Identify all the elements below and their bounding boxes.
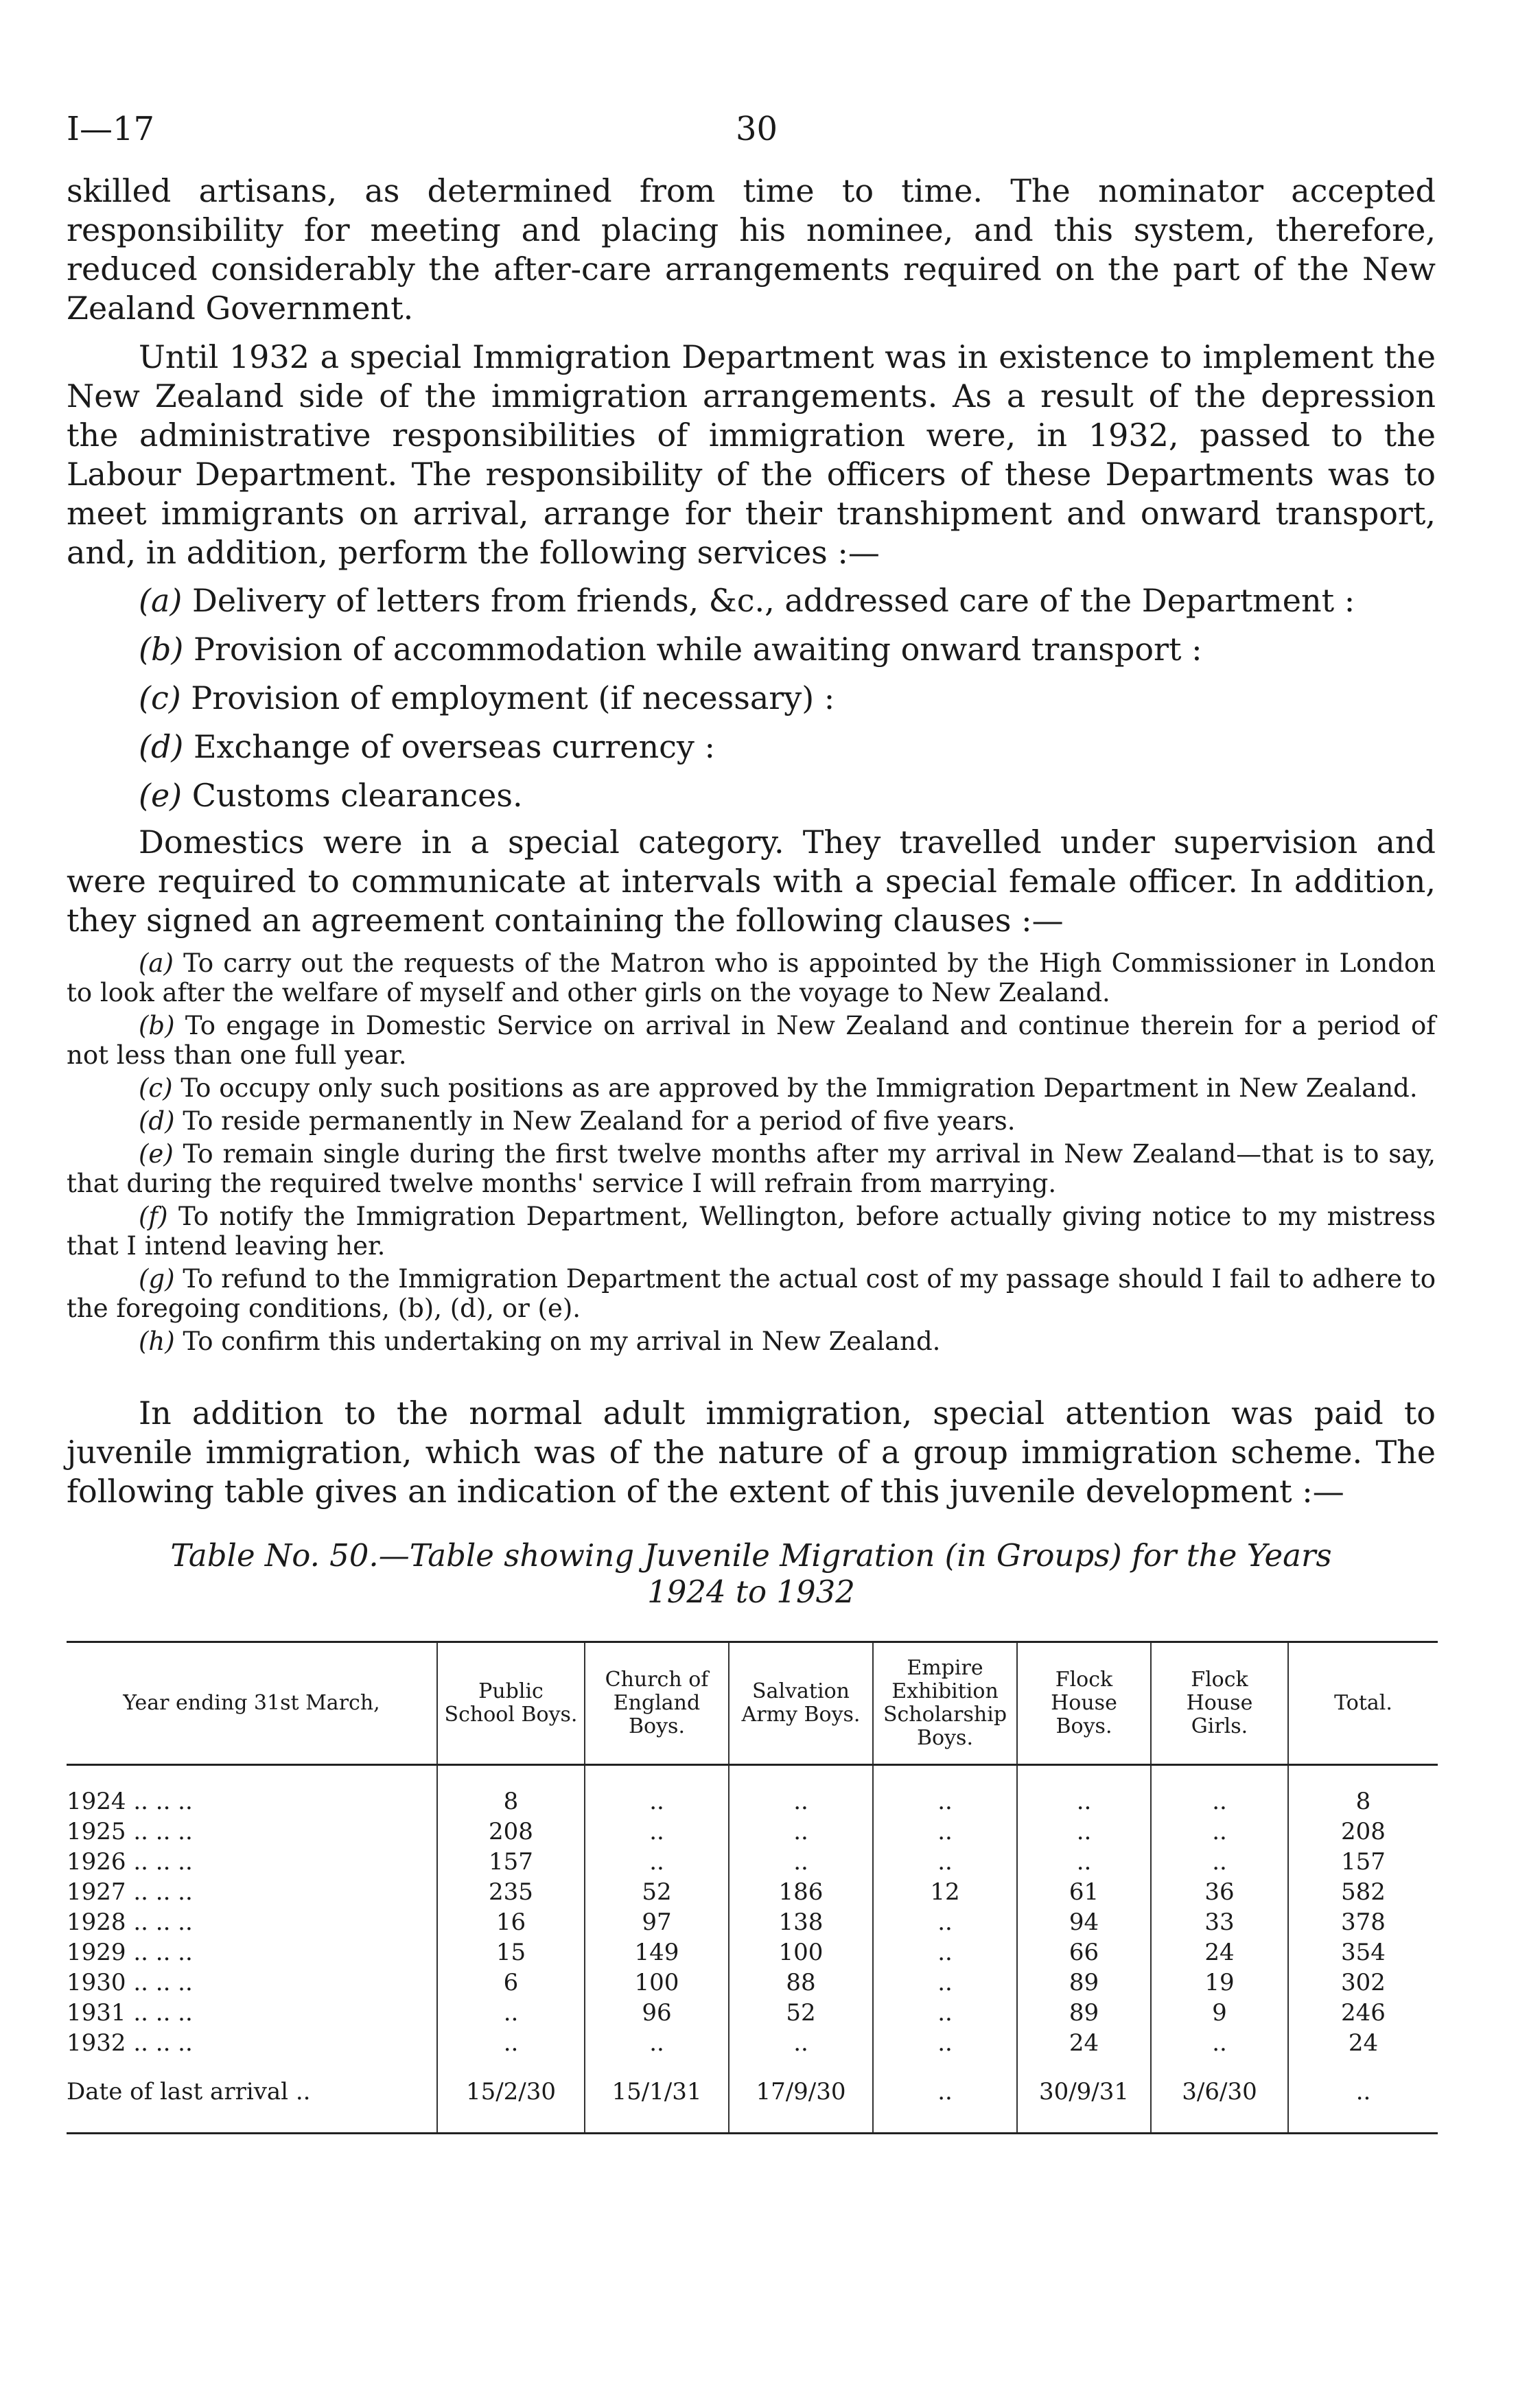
table-cell: 94 [1017,1907,1151,1937]
table-cell: .. [1288,2058,1438,2134]
table-cell: .. [873,1786,1017,1817]
table-cell: 582 [1288,1877,1438,1907]
row-label: 1929 .. .. .. [67,1939,193,1966]
table-cell: 52 [729,1998,873,2028]
clause-item: (h) To confirm this undertaking on my arrival in New Zealand. [139,1327,941,1356]
list-item: (b) Provision of accommodation while awaiting onward transport : [139,631,1202,668]
table-cell: 6 [437,1968,585,1998]
table-cell: .. [729,2028,873,2058]
table-cell: 8 [437,1786,585,1817]
table-cell: .. [873,1907,1017,1937]
table-cell: 15/2/30 [437,2058,585,2134]
table-cell: 354 [1288,1937,1438,1968]
column-header: Salvation Army Boys. [729,1642,873,1765]
table-row [67,1817,1438,1847]
table-cell: 9 [1151,1998,1288,2028]
table-cell: .. [873,1968,1017,1998]
table-cell: 52 [585,1877,729,1907]
column-header: Total. [1288,1642,1438,1765]
row-label: 1931 .. .. .. [67,1999,193,2027]
table-cell: 88 [729,1968,873,1998]
table-cell: 246 [1288,1998,1438,2028]
table-cell: .. [873,1817,1017,1847]
table-cell: 186 [729,1877,873,1907]
table-cell: 8 [1288,1786,1438,1817]
table-cell: 3/6/30 [1151,2058,1288,2134]
table-row [67,1907,1438,1937]
row-label: 1926 .. .. .. [67,1848,193,1876]
row-label: 1928 .. .. .. [67,1909,193,1936]
table-cell: 378 [1288,1907,1438,1937]
page-number: 30 [736,110,778,148]
paragraph-juvenile: In addition to the normal adult immigration, special attention was paid to juvenile immigration, which was of the nature of a group immigration scheme. The following table gives an indication of the extent of this juvenile development :— [67,1394,1436,1510]
table-cell: .. [437,2028,585,2058]
table-cell: 12 [873,1877,1017,1907]
clause-item: (g) To refund to the Immigration Department the actual cost of my passage should I fail to adhere to the foregoing conditions, (b), (d), or (e). [67,1264,1436,1323]
table-cell: .. [729,1817,873,1847]
table-cell: .. [585,1847,729,1877]
document-reference: I—17 [67,110,155,148]
table-cell: 149 [585,1937,729,1968]
table-cell: 33 [1151,1907,1288,1937]
table-cell: 61 [1017,1877,1151,1907]
table-cell: 66 [1017,1937,1151,1968]
row-label: Date of last arrival .. [67,2058,437,2134]
table-cell: .. [1151,1847,1288,1877]
clause-item: (a) To carry out the requests of the Matron who is appointed by the High Commissioner in London to look after the welfare of myself and other girls on the voyage to New Zealand. [67,948,1436,1007]
table-row [67,1998,1438,2028]
table-row [67,1877,1438,1907]
services-list [139,576,1436,820]
table-row [67,2028,1438,2058]
column-header: Flock House Girls. [1151,1642,1288,1765]
list-item: (d) Exchange of overseas currency : [139,728,716,765]
table-header-row [67,1642,1438,1765]
table-cell: 89 [1017,1998,1151,2028]
paragraph-domestics: Domestics were in a special category. They travelled under supervision and were required to communicate at intervals with a special female officer. In addition, they signed an agreement containing the following clauses :— [67,824,1436,939]
table-cell: .. [585,2028,729,2058]
page-header [67,96,1436,172]
table-cell: 24 [1017,2028,1151,2058]
clauses-list [67,948,1436,1356]
list-item: (a) Delivery of letters from friends, &c., addressed care of the Department : [139,582,1355,619]
clause-item: (e) To remain single during the first twelve months after my arrival in New Zealand—that is to say, that during the required twelve months' service I will refrain from marrying. [67,1139,1436,1198]
table-cell: 30/9/31 [1017,2058,1151,2134]
table-cell: 302 [1288,1968,1438,1998]
paragraph-nomination: skilled artisans, as determined from time to time. The nominator accepted responsibility for meeting and placing his nominee, and this system, therefore, reduced considerably the after-care arrangements required on the part of the New Zealand Government. [67,172,1436,327]
table-cell: .. [1151,1817,1288,1847]
table-cell: 100 [585,1968,729,1998]
table-cell: 96 [585,1998,729,2028]
table-cell: .. [1017,1786,1151,1817]
table-cell: 36 [1151,1877,1288,1907]
table-cell: 100 [729,1937,873,1968]
row-label: 1925 .. .. .. [67,1818,193,1845]
paragraph-immigration-department: Until 1932 a special Immigration Department was in existence to implement the New Zealand side of the immigration arrangements. As a result of the depression the administrative responsibilities of immigration were, in 1932, passed to the Labour Department. The responsibility of the officers of these Departments was to meet immigrants on arrival, arrange for their transhipment and onward transport, and, in addition, perform the following services :— [67,338,1436,571]
table-cell: .. [1017,1847,1151,1877]
clause-item: (d) To reside permanently in New Zealand for a period of five years. [139,1106,1016,1136]
table-cell: 208 [437,1817,585,1847]
table-cell: 235 [437,1877,585,1907]
table-cell: .. [873,2028,1017,2058]
table-cell: 157 [1288,1847,1438,1877]
table-cell: 97 [585,1907,729,1937]
table-row [67,1937,1438,1968]
clause-item: (b) To engage in Domestic Service on arrival in New Zealand and continue therein for a period of not less than one full year. [67,1011,1436,1070]
table-cell: 24 [1151,1937,1288,1968]
table-cell: .. [729,1786,873,1817]
table-cell: .. [873,2058,1017,2134]
table-cell: 17/9/30 [729,2058,873,2134]
table-cell: .. [873,1937,1017,1968]
row-label: 1930 .. .. .. [67,1969,193,1996]
table-cell: .. [873,1998,1017,2028]
table-cell: 89 [1017,1968,1151,1998]
list-item: (e) Customs clearances. [139,777,523,814]
table-cell: .. [1151,2028,1288,2058]
list-item: (c) Provision of employment (if necessary) : [139,679,835,716]
table-cell: 19 [1151,1968,1288,1998]
row-label: 1927 .. .. .. [67,1878,193,1906]
table-cell: 138 [729,1907,873,1937]
table-cell: 157 [437,1847,585,1877]
table-cell: 24 [1288,2028,1438,2058]
table-cell: .. [585,1786,729,1817]
clause-item: (c) To occupy only such positions as are approved by the Immigration Department in New Zealand. [139,1073,1418,1103]
row-label: 1932 .. .. .. [67,2029,193,2057]
clause-item: (f) To notify the Immigration Department, Wellington, before actually giving notice to my mistress that I intend leaving her. [67,1202,1436,1261]
column-header: Empire Exhibition Scholarship Boys. [873,1642,1017,1765]
table-caption: Table No. 50.—Table showing Juvenile Migration (in Groups) for the Years 1924 to 1932 [170,1537,1332,1610]
table-cell: .. [1017,1817,1151,1847]
juvenile-migration-table [67,1641,1438,2134]
table-cell: .. [585,1817,729,1847]
table-cell: 15/1/31 [585,2058,729,2134]
table-cell: 16 [437,1907,585,1937]
table-row [67,1786,1438,1817]
table-row [67,1968,1438,1998]
table-cell: 208 [1288,1817,1438,1847]
document-page [67,96,1436,2134]
table-cell: .. [873,1847,1017,1877]
column-header: Year ending 31st March, [67,1642,437,1765]
table-body [67,1765,1438,2134]
table-row-last-arrival [67,2058,1438,2134]
row-label: 1924 .. .. .. [67,1788,193,1815]
column-header: Church of England Boys. [585,1642,729,1765]
table-cell: .. [729,1847,873,1877]
column-header: Public School Boys. [437,1642,585,1765]
column-header: Flock House Boys. [1017,1642,1151,1765]
table-cell: .. [437,1998,585,2028]
table-cell: .. [1151,1786,1288,1817]
table-row [67,1847,1438,1877]
table-cell: 15 [437,1937,585,1968]
